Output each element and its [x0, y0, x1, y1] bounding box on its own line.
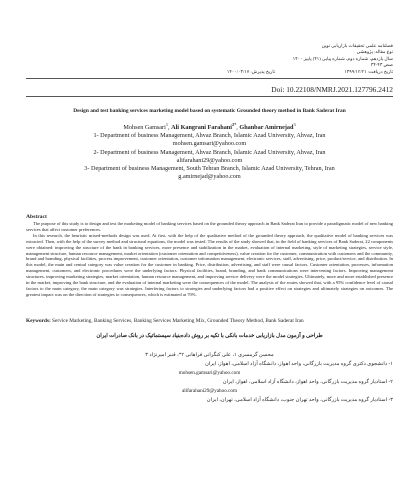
received-date: تاریخ دریافت: ۱۳۹۹/۱۲/۲۱ [344, 69, 393, 74]
author-names: Mohsen Gamsari$^1$, Ali Kangrani Farahani$^{2*}$, Ghanbar Amirnejad$^3$ [123, 121, 296, 131]
author-name: Ali Kangrani Farahani [171, 124, 232, 131]
abstract-paragraph: The purpose of this study is to design and test the marketing model of banking services based on the grounded theory approach in Bank Saderat Iran to provide a paradigmatic model of new banking services that affect customer preferences. [26, 221, 393, 232]
abstract-paragraph: In this research, the heuristic mixed-methods design was used. At first, with the help of the qualitative method of the grounded theory approach, the qualitative model of banking services was extracted. Then, with the help of the survey method and structural equations, the model was tested. The results of the study showed that, in the field of banking services of Bank Saderat, 22 components were obtained: improving the structure of the bank in banking services, more presence and stabilization in the market, evaluation of internal marketing, style of marketing strategies, service style, management structure, human resource management, market orientation (customer orientation and competitiveness), value creation for the customer, communication with customers and the community, brand and branding, physical facilities, process improvement, customer orientation, customer information management, electronic services, staff, advertising, price, product/service, and distribution. In this model, the main and central category was value creation for the customer in banking. Price, distribution, advertising, and staff were causal factors. Customer orientation, processes, information management, customers, and electronic procedures were the underlying factors. Physical facilities, brand, branding, and bank communications were intervening factors. Improving management structures, improving marketing strategies, market orientation, human resource management, and improving service delivery were the model strategies. Ultimately, more and more established presence in the market, improving the bank structure, and the evaluation of internal marketing were the consequences of the model. The analysis of the routes showed that, with a 95% confidence level of causal factors to the main category, the main category was strategies. Interfering factors to strategies and underlying factors had a positive effect on strategies and ultimately strategies on outcomes. The greatest impact was on the direction of strategies to consequences, which is estimated at 70%. [26, 232, 393, 297]
email[interactable]: mohsen.gamsari@yahoo.com [172, 140, 247, 148]
paper-title: Design and test banking services marketing model based on systematic Grounded theory method in Bank Saderat Iran [73, 108, 346, 114]
journal-pages: صص ۴۳-۳۴ [370, 62, 393, 68]
persian-affiliation: ۳- استادیار گروه مدیریت بازرگانی، واحد تهران جنوب، دانشگاه آزاد اسلامی، تهران، ایران [206, 396, 393, 403]
email[interactable]: alifarahani29@yahoo.com [176, 156, 243, 164]
persian-email[interactable]: mohsen.gamsari@yahoo.com [178, 369, 241, 376]
abstract-body [26, 221, 393, 298]
affiliation: 1- Department of business Management, Ahvaz Branch, Islamic Azad University, Ahvaz, Iran [93, 132, 326, 140]
keywords-text: Service Marketing, Banking Services, Banking Services Marketing Mix, Grounded Theory Method, Bank Saderat Iran [52, 318, 304, 324]
persian-affiliation: ۲- استادیار گروه مدیریت بازرگانی، واحد اهواز، دانشگاه آزاد اسلامی، اهواز، ایران [222, 378, 393, 385]
article-type: نوع مقاله: پژوهشی [356, 49, 393, 55]
email[interactable]: g.amirnejad@yahoo.com [178, 173, 241, 181]
author-sup: 3 [293, 121, 296, 127]
accepted-date: تاریخ پذیرش: ۱۴۰۰/۰۳/۱۷ [226, 69, 275, 74]
header-divider [26, 78, 393, 79]
doi-link[interactable]: Doi: 10.22108/NMRJ.2021.127796.2412 [271, 85, 393, 94]
persian-author-block [26, 351, 393, 404]
author-block [26, 121, 393, 181]
keywords-label: Keywords: [26, 318, 51, 324]
author-name: Mohsen Gamsari [123, 124, 166, 131]
journal-issue: سال یازدهم، شماره دوم، شماره پیاپی (۴۱) پاییز ۱۴۰۰ [292, 55, 393, 61]
author-sup: 2* [231, 121, 237, 127]
journal-header [26, 43, 393, 69]
persian-title: طراحی و آزمون مدل بازاریابی خدمات بانکی با تکیه بر روش داده‌بنیاد سیستماتیک در بانک صادرات ایران [96, 333, 323, 339]
keywords-line [26, 318, 393, 324]
journal-name: فصلنامه علمی تحقیقات بازاریابی نوین [321, 43, 393, 48]
abstract-heading: Abstract [26, 214, 47, 220]
persian-email[interactable]: alifarahani29@yahoo.com [181, 387, 238, 394]
author-name: Ghanbar Amirnejad [239, 124, 294, 131]
persian-affiliation: ۱- دانشجوی دکتری گروه مدیریت بازرگانی، واحد اهواز، دانشگاه آزاد اسلامی، اهواز، ایران [205, 360, 393, 367]
affiliation: 2- Department of business Management, Ahvaz Branch, Islamic Azad University, Ahvaz, Iran [93, 148, 326, 156]
doi-divider [26, 96, 393, 97]
author-sup: 1 [165, 121, 169, 127]
persian-authors: محسن گرمسری ۱، علی کنگرانی فراهانی ۲*، قنبر امیرنژاد ۳ [145, 352, 274, 358]
affiliation: 3- Department of business Management, South Tehran Branch, Islamic Azad University, Tehran, Iran [84, 165, 335, 173]
dates-row [26, 69, 393, 76]
